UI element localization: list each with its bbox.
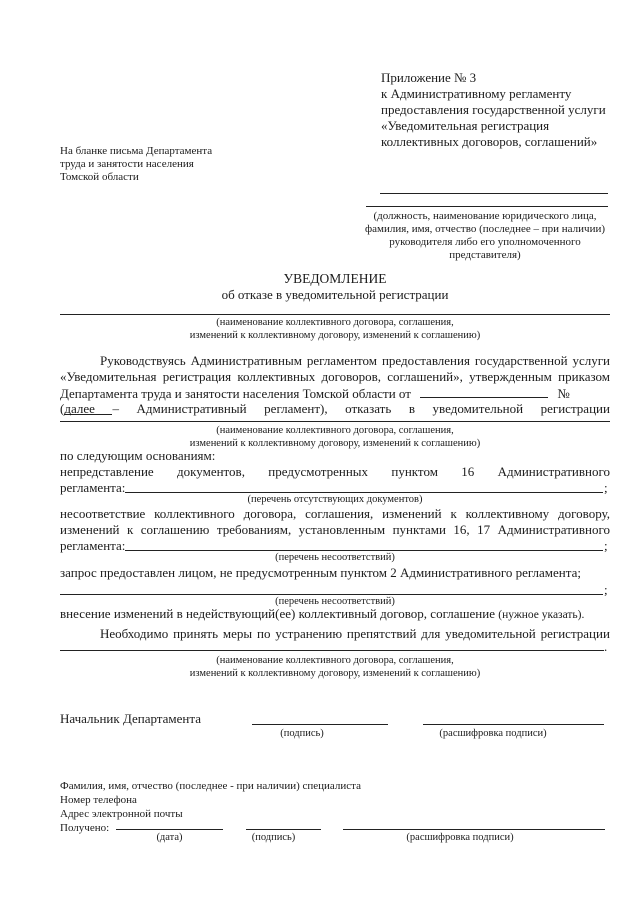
word: соглашений», xyxy=(387,369,463,384)
word: договору, xyxy=(558,506,610,521)
order-date-field xyxy=(420,385,548,398)
letterhead-line: Томской области xyxy=(60,171,139,183)
recipient-line xyxy=(380,193,608,194)
body-text: регламента: xyxy=(60,480,126,495)
word: к xyxy=(126,522,134,537)
received-signature-field xyxy=(246,829,321,830)
word: договора, xyxy=(243,506,297,521)
word: (далее xyxy=(60,401,95,416)
word: коллективного xyxy=(154,506,235,521)
ground-4 xyxy=(60,606,610,623)
word: коллективному xyxy=(465,506,550,521)
word: Административного xyxy=(497,464,610,479)
punct: ; xyxy=(604,480,608,495)
word: меры xyxy=(222,626,253,641)
word: регламентом xyxy=(306,353,378,368)
body-line xyxy=(60,401,610,417)
caption-line: фамилия, имя, отчество (последнее – при наличии) xyxy=(364,223,606,235)
appendix-line: коллективных договоров, соглашений» xyxy=(381,134,598,149)
caption-line: изменений к коллективному договору, изменений к соглашению) xyxy=(189,438,481,449)
word: – xyxy=(112,401,119,416)
word: Административный xyxy=(136,401,247,416)
word: устранению xyxy=(275,626,343,641)
word: «Уведомительная xyxy=(60,369,157,384)
mismatch-caption: (перечень несоответствий) xyxy=(275,552,395,563)
word: регистрации xyxy=(540,626,610,641)
word: 17 xyxy=(477,522,491,537)
word: соглашению xyxy=(140,522,210,537)
caption-line: (должность, наименование юридического лица, xyxy=(373,210,597,222)
body-text: внесение изменений в недействующий(ее) коллективный договор, соглашение xyxy=(60,606,495,621)
word: установленным xyxy=(298,522,386,537)
caption-line: руководителя либо его уполномоченного xyxy=(389,236,581,248)
body-line xyxy=(60,506,610,522)
letterhead-line: На бланке письма Департамента xyxy=(60,145,213,157)
word: государственной xyxy=(474,353,568,368)
agreement-caption xyxy=(60,424,610,450)
word: принять xyxy=(173,626,219,641)
grounds-intro: по следующим основаниям: xyxy=(60,448,216,463)
letterhead-note xyxy=(60,145,260,184)
word: коллективных xyxy=(237,369,316,384)
appendix-block xyxy=(381,70,631,150)
received-decode-caption: (расшифровка подписи) xyxy=(406,832,514,843)
word: уведомительной xyxy=(445,626,536,641)
appendix-line: предоставления государственной услуги xyxy=(381,102,606,117)
word: изменений xyxy=(60,522,120,537)
word: непредставление xyxy=(60,464,154,479)
number-sign: № xyxy=(557,386,570,401)
word: договоров, xyxy=(321,369,382,384)
signature-caption: (подпись) xyxy=(280,728,324,739)
punct: . xyxy=(604,639,608,654)
note-text: (нужное указать). xyxy=(498,609,585,621)
body-text: Департамента труда и занятости населения Томской области от xyxy=(60,386,411,401)
word: регистрация xyxy=(162,369,232,384)
document-title: УВЕДОМЛЕНИЕ xyxy=(283,271,387,286)
caption-line: изменений к коллективному договору, изменений к соглашению) xyxy=(189,330,481,341)
appendix-line: Приложение № 3 xyxy=(381,70,477,85)
word: к xyxy=(450,506,457,521)
document-subtitle: об отказе в уведомительной регистрации xyxy=(221,287,449,302)
word: приказом xyxy=(558,369,610,384)
date-field xyxy=(116,829,223,830)
email-label: Адрес электронной почты xyxy=(60,808,183,820)
word: предоставления xyxy=(381,353,470,368)
body-line xyxy=(60,353,610,369)
ground-3: запрос предоставлен лицом, не предусмотренным пунктом 2 Административного регламента; xyxy=(60,565,581,580)
caption-line: (наименование коллективного договора, соглашения, xyxy=(216,655,454,666)
word: отказать xyxy=(345,401,392,416)
signature-decode-field xyxy=(423,724,604,725)
body-line xyxy=(60,522,610,538)
word: предусмотренных xyxy=(268,464,369,479)
body-line xyxy=(60,464,610,480)
appendix-line: «Уведомительная регистрация xyxy=(381,118,550,133)
word: в xyxy=(408,401,415,416)
agreement-caption xyxy=(60,316,610,342)
received-label: Получено: xyxy=(60,822,110,834)
word: 16 xyxy=(461,464,475,479)
received-decode-field xyxy=(343,829,605,830)
word: препятствий xyxy=(346,626,417,641)
word: регламент), xyxy=(264,401,328,416)
mismatch-caption-2: (перечень несоответствий) xyxy=(275,596,395,607)
word: по xyxy=(257,626,271,641)
caption-line: изменений к коллективному договору, изменений к соглашению) xyxy=(189,668,481,679)
signature-field xyxy=(252,724,388,725)
word: пунктами xyxy=(392,522,446,537)
agreement-name-line xyxy=(60,650,604,651)
punct: ; xyxy=(604,582,608,597)
body-line xyxy=(60,626,610,642)
specialist-name: Фамилия, имя, отчество (последнее - при наличии) специалиста xyxy=(60,780,361,792)
head-position: Начальник Департамента xyxy=(60,711,201,726)
word: 16, xyxy=(453,522,470,537)
word: пунктом xyxy=(391,464,438,479)
word: соглашения, xyxy=(305,506,374,521)
word: уведомительной xyxy=(432,401,524,416)
date-caption: (дата) xyxy=(156,832,183,843)
appendix-line: к Административному регламенту xyxy=(381,86,572,101)
word: требованиям, xyxy=(216,522,292,537)
caption-line: (наименование коллективного договора, соглашения, xyxy=(216,317,454,328)
punct: ; xyxy=(604,538,608,553)
word: Необходимо xyxy=(100,626,169,641)
caption-line: представителя) xyxy=(449,249,521,261)
word: изменений xyxy=(382,506,442,521)
word: Руководствуясь xyxy=(100,353,186,368)
word: документов, xyxy=(177,464,245,479)
received-signature-caption: (подпись) xyxy=(251,832,296,843)
word: Административным xyxy=(190,353,302,368)
agreement-name-line xyxy=(60,421,610,422)
body-line xyxy=(60,369,610,385)
recipient-caption xyxy=(360,210,610,262)
word: регистрации xyxy=(540,401,610,416)
word: утвержденным xyxy=(469,369,552,384)
word: несоответствие xyxy=(60,506,146,521)
word: для xyxy=(421,626,441,641)
signature-decode-caption: (расшифровка подписи) xyxy=(439,728,547,739)
phone-label: Номер телефона xyxy=(60,794,137,806)
caption-line: (наименование коллективного договора, соглашения, xyxy=(216,425,454,436)
recipient-line xyxy=(366,206,608,207)
body-text: регламента: xyxy=(60,538,126,553)
letterhead-line: труда и занятости населения xyxy=(60,158,194,170)
documents-caption: (перечень отсутствующих документов) xyxy=(247,494,423,505)
agreement-name-line xyxy=(60,314,610,315)
word: Административного xyxy=(497,522,610,537)
word: услуги xyxy=(572,353,610,368)
agreement-caption xyxy=(60,654,610,680)
